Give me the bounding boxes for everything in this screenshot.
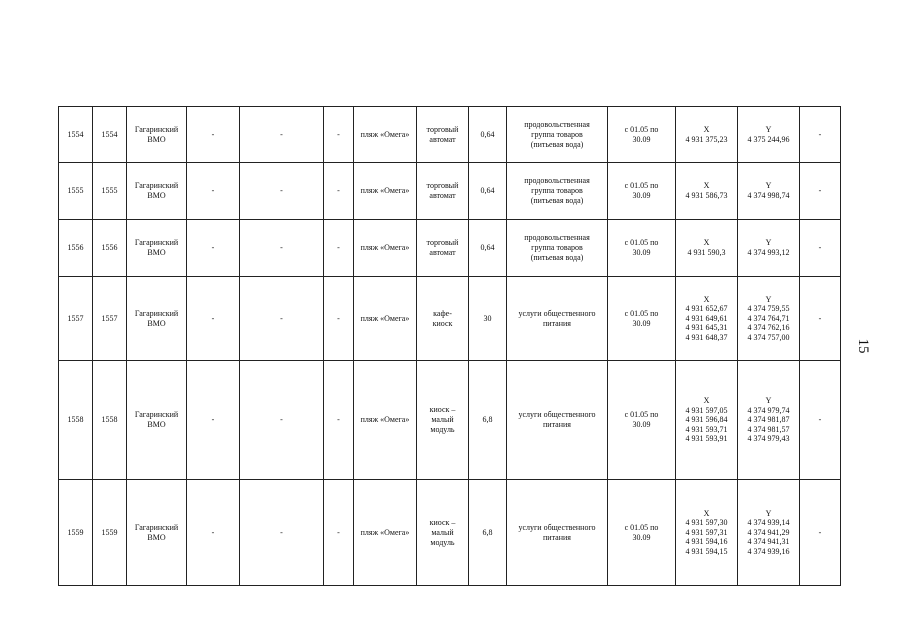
empty-cell: - xyxy=(187,163,240,220)
x-coordinates-cell: X 4 931 652,67 4 931 649,61 4 931 645,31 4 931 648,37 xyxy=(676,277,738,361)
note-cell: - xyxy=(800,163,841,220)
registry-table xyxy=(58,106,841,586)
y-coordinates-cell: Y 4 374 998,74 xyxy=(738,163,800,220)
empty-cell: - xyxy=(240,163,324,220)
specialization-cell: услуги общественного питания xyxy=(507,277,608,361)
table-row xyxy=(59,107,841,163)
object-id-cell: 1557 xyxy=(93,277,127,361)
y-coordinates-cell: Y 4 375 244,96 xyxy=(738,107,800,163)
row-number-cell: 1555 xyxy=(59,163,93,220)
page-number: 15 xyxy=(855,338,871,354)
empty-cell: - xyxy=(187,480,240,586)
object-type-cell: торговый автомат xyxy=(417,107,469,163)
object-type-cell: торговый автомат xyxy=(417,163,469,220)
empty-cell: - xyxy=(324,361,354,480)
period-cell: с 01.05 по 30.09 xyxy=(608,361,676,480)
x-coordinates-cell: X 4 931 586,73 xyxy=(676,163,738,220)
empty-cell: - xyxy=(240,361,324,480)
object-id-cell: 1555 xyxy=(93,163,127,220)
area-cell: 30 xyxy=(469,277,507,361)
row-number-cell: 1558 xyxy=(59,361,93,480)
period-cell: с 01.05 по 30.09 xyxy=(608,277,676,361)
table-row xyxy=(59,361,841,480)
x-coordinates-cell: X 4 931 590,3 xyxy=(676,220,738,277)
empty-cell: - xyxy=(187,220,240,277)
y-coordinates-cell: Y 4 374 979,74 4 374 981,87 4 374 981,57 4 374 979,43 xyxy=(738,361,800,480)
table-row xyxy=(59,163,841,220)
y-coordinates-cell: Y 4 374 939,14 4 374 941,29 4 374 941,31 4 374 939,16 xyxy=(738,480,800,586)
location-cell: пляж «Омега» xyxy=(354,107,417,163)
object-id-cell: 1554 xyxy=(93,107,127,163)
object-type-cell: кафе- киоск xyxy=(417,277,469,361)
empty-cell: - xyxy=(324,220,354,277)
district-cell: Гагаринский ВМО xyxy=(127,480,187,586)
empty-cell: - xyxy=(240,277,324,361)
district-cell: Гагаринский ВМО xyxy=(127,277,187,361)
empty-cell: - xyxy=(324,163,354,220)
location-cell: пляж «Омега» xyxy=(354,277,417,361)
area-cell: 0,64 xyxy=(469,220,507,277)
object-id-cell: 1556 xyxy=(93,220,127,277)
row-number-cell: 1554 xyxy=(59,107,93,163)
note-cell: - xyxy=(800,361,841,480)
empty-cell: - xyxy=(324,107,354,163)
district-cell: Гагаринский ВМО xyxy=(127,361,187,480)
period-cell: с 01.05 по 30.09 xyxy=(608,163,676,220)
empty-cell: - xyxy=(187,361,240,480)
empty-cell: - xyxy=(187,277,240,361)
specialization-cell: продовольственная группа товаров (питьевая вода) xyxy=(507,163,608,220)
row-number-cell: 1559 xyxy=(59,480,93,586)
object-type-cell: киоск – малый модуль xyxy=(417,480,469,586)
district-cell: Гагаринский ВМО xyxy=(127,163,187,220)
table-row xyxy=(59,277,841,361)
empty-cell: - xyxy=(240,220,324,277)
x-coordinates-cell: X 4 931 597,05 4 931 596,84 4 931 593,71 4 931 593,91 xyxy=(676,361,738,480)
period-cell: с 01.05 по 30.09 xyxy=(608,480,676,586)
empty-cell: - xyxy=(324,277,354,361)
area-cell: 6,8 xyxy=(469,361,507,480)
district-cell: Гагаринский ВМО xyxy=(127,220,187,277)
empty-cell: - xyxy=(187,107,240,163)
object-type-cell: киоск – малый модуль xyxy=(417,361,469,480)
table-row xyxy=(59,220,841,277)
specialization-cell: продовольственная группа товаров (питьевая вода) xyxy=(507,107,608,163)
row-number-cell: 1556 xyxy=(59,220,93,277)
row-number-cell: 1557 xyxy=(59,277,93,361)
note-cell: - xyxy=(800,480,841,586)
object-id-cell: 1559 xyxy=(93,480,127,586)
area-cell: 0,64 xyxy=(469,163,507,220)
area-cell: 6,8 xyxy=(469,480,507,586)
specialization-cell: продовольственная группа товаров (питьевая вода) xyxy=(507,220,608,277)
note-cell: - xyxy=(800,107,841,163)
x-coordinates-cell: X 4 931 597,30 4 931 597,31 4 931 594,16 4 931 594,15 xyxy=(676,480,738,586)
district-cell: Гагаринский ВМО xyxy=(127,107,187,163)
empty-cell: - xyxy=(240,107,324,163)
note-cell: - xyxy=(800,277,841,361)
object-type-cell: торговый автомат xyxy=(417,220,469,277)
location-cell: пляж «Омега» xyxy=(354,361,417,480)
x-coordinates-cell: X 4 931 375,23 xyxy=(676,107,738,163)
location-cell: пляж «Омега» xyxy=(354,163,417,220)
y-coordinates-cell: Y 4 374 759,55 4 374 764,71 4 374 762,16 4 374 757,00 xyxy=(738,277,800,361)
area-cell: 0,64 xyxy=(469,107,507,163)
specialization-cell: услуги общественного питания xyxy=(507,480,608,586)
empty-cell: - xyxy=(240,480,324,586)
y-coordinates-cell: Y 4 374 993,12 xyxy=(738,220,800,277)
table-row xyxy=(59,480,841,586)
specialization-cell: услуги общественного питания xyxy=(507,361,608,480)
note-cell: - xyxy=(800,220,841,277)
period-cell: с 01.05 по 30.09 xyxy=(608,220,676,277)
location-cell: пляж «Омега» xyxy=(354,220,417,277)
period-cell: с 01.05 по 30.09 xyxy=(608,107,676,163)
location-cell: пляж «Омега» xyxy=(354,480,417,586)
empty-cell: - xyxy=(324,480,354,586)
object-id-cell: 1558 xyxy=(93,361,127,480)
